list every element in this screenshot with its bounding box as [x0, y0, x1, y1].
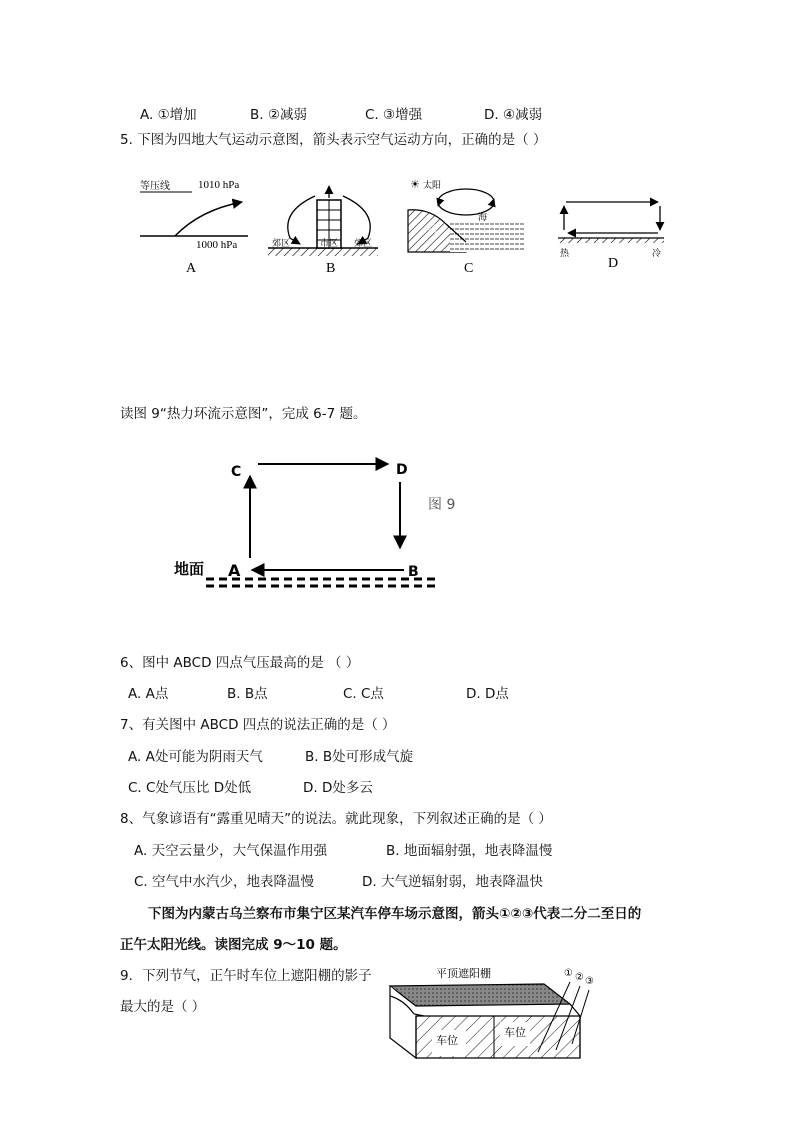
- fig-a-label: A: [186, 261, 197, 276]
- q8-option-a: A. 天空云量少，大气保温作用强: [134, 843, 328, 859]
- q9-line2: 最大的是（ ）: [120, 999, 206, 1015]
- fig-d-cold: 冷: [652, 249, 662, 259]
- intro-9-10-line1: 下图为内蒙古乌兰察布市集宁区某汽车停车场示意图，箭头①②③代表二分二至日的: [148, 906, 642, 922]
- sun-icon: ☀: [410, 178, 420, 191]
- parking-roof: [390, 984, 570, 1006]
- fig-b-suburb-left: 郊区: [272, 239, 291, 249]
- sun-ray-3: ③: [585, 976, 594, 987]
- fig-a-isobar-label: 等压线: [140, 181, 170, 192]
- fig9-point-c: C: [231, 464, 242, 480]
- fig9-ground-label: 地面: [174, 560, 205, 578]
- q5-stem: 5. 下图为四地大气运动示意图，箭头表示空气运动方向，正确的是（ ）: [120, 132, 547, 148]
- fig9-intro: 读图 9“热力环流示意图”，完成 6-7 题。: [120, 406, 367, 422]
- q4-option-d: D. ④减弱: [484, 107, 543, 123]
- fig9-caption: 图 9: [428, 497, 456, 513]
- q8-option-b: B. 地面辐射强，地表降温慢: [386, 843, 553, 859]
- fig-b-urban: 市区: [320, 239, 339, 249]
- fig9-point-b: B: [408, 564, 419, 580]
- fig9-point-d: D: [396, 462, 408, 478]
- fig-d-label: D: [608, 256, 619, 271]
- q7-option-a: A. A处可能为阴雨天气: [128, 749, 263, 765]
- sun-ray-2: ②: [575, 972, 584, 983]
- fig9-point-a: A: [228, 561, 241, 580]
- q6-option-c: C. C点: [343, 686, 384, 702]
- q7-option-c: C. C处气压比 D处低: [128, 780, 252, 796]
- q8-option-c: C. 空气中水汽少，地表降温慢: [134, 874, 315, 890]
- q4-option-c: C. ③增强: [365, 107, 423, 123]
- fig9-diagram: [170, 452, 470, 592]
- fig-c-sea: 海: [478, 213, 488, 223]
- q5-figure-a: [140, 179, 248, 276]
- fig-a-pressure-bottom: 1000 hPa: [196, 239, 238, 251]
- fig-c-sun-label: 太阳: [423, 181, 442, 191]
- q6-option-d: D. D点: [466, 686, 509, 702]
- parking-spot-label-1: 车位: [436, 1034, 458, 1047]
- fig-b-suburb-right: 郊区: [354, 239, 373, 249]
- q4-option-a: A. ①增加: [140, 107, 197, 123]
- q6-option-a: A. A点: [128, 686, 169, 702]
- sun-ray-1: ①: [564, 968, 573, 979]
- q6-option-b: B. B点: [227, 686, 268, 702]
- q9-line1: 9．下列节气，正午时车位上遮阳棚的影子: [120, 968, 372, 984]
- fig-d-hot: 热: [560, 249, 570, 259]
- q8-option-d: D. 大气逆辐射弱，地表降温快: [362, 874, 543, 890]
- q5-figure-d: [558, 202, 664, 271]
- q5-figure-c: [408, 178, 524, 276]
- q4-option-b: B. ②减弱: [250, 107, 307, 123]
- q5-figures: [130, 172, 690, 282]
- q6-stem: 6、图中 ABCD 四点气压最高的是 （ ）: [120, 655, 360, 671]
- fig-b-label: B: [326, 261, 336, 276]
- parking-roof-label: 平顶遮阳棚: [436, 967, 491, 980]
- fig-c-label: C: [464, 261, 474, 276]
- q5-figure-b: [268, 186, 378, 276]
- parking-lot-diagram: [384, 960, 604, 1060]
- parking-spot-label-2: 车位: [504, 1026, 526, 1039]
- intro-9-10-line2: 正午太阳光线。读图完成 9～10 题。: [120, 937, 347, 953]
- q7-stem: 7、有关图中 ABCD 四点的说法正确的是（ ）: [120, 717, 396, 733]
- q7-option-b: B. B处可形成气旋: [305, 749, 414, 765]
- fig-a-wind-arrow: [175, 202, 242, 236]
- q7-option-d: D. D处多云: [303, 780, 373, 796]
- fig-a-pressure-top: 1010 hPa: [198, 179, 240, 191]
- fig-c-land: 陆: [428, 225, 438, 235]
- q8-stem: 8、气象谚语有“露重见晴天”的说法。就此现象，下列叙述正确的是（ ）: [120, 811, 552, 827]
